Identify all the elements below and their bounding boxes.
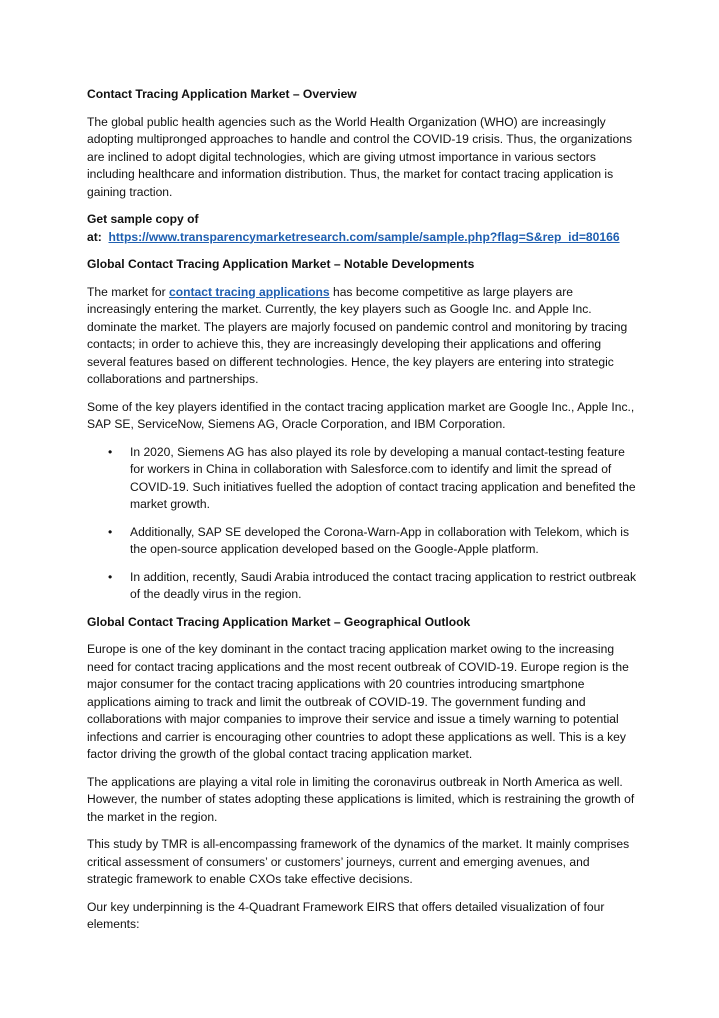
developments-p1-before: The market for: [87, 284, 169, 299]
developments-p1-after: has become competitive as large players are increasingly entering the market. Currently, the key players such as Google Inc. and Apple Inc. dominate the market. The players are majorly focused on pandemic control and monitoring by tracing contacts; in order to achieve this, they are increasingly developing their applications and offering several features based on different technologies. Hence, the key players are entering into strategic collaborations and partnerships.: [87, 284, 628, 386]
developments-paragraph-2: Some of the key players identified in the contact tracing application market are Google Inc., Apple Inc., SAP SE, ServiceNow, Siemens AG, Oracle Corporation, and IBM Corporation.: [87, 399, 635, 431]
sample-copy-link[interactable]: https://www.transparencymarketresearch.com/sample/sample.php?flag=S&rep_id=80166: [108, 229, 620, 244]
sample-copy-label: [87, 211, 637, 246]
bullet-text: In addition, recently, Saudi Arabia introduced the contact tracing application to restrict outbreak of the deadly virus in the region.: [130, 569, 636, 601]
bullet-text: Additionally, SAP SE developed the Corona-Warn-App in collaboration with Telekom, which is the open-source application developed based on the Google-Apple platform.: [130, 524, 630, 556]
bullet-icon: •: [108, 524, 113, 539]
geography-heading: Global Contact Tracing Application Market – Geographical Outlook: [87, 614, 471, 629]
geography-paragraph-1: Europe is one of the key dominant in the contact tracing application market owing to the increasing need for contact tracing applications and the most recent outbreak of COVID-19. Europe region is the major consumer for the contact tracing applications with 20 countries introducing smartphone applications aiming to track and limit the outbreak of COVID-19. The government funding and collaborations with major companies to improve their service and issue a timely warning to potential infections and carrier is encouraging other countries to adopt these applications as well. This is a key factor driving the growth of the global contact tracing application market.: [87, 642, 629, 761]
geography-paragraph-2: The applications are playing a vital role in limiting the coronavirus outbreak in North America as well. However, the number of states adopting these applications is limited, which is restraining the growth of the market in the region.: [87, 774, 635, 824]
document-content: [87, 86, 637, 934]
developments-heading: Global Contact Tracing Application Market – Notable Developments: [87, 257, 475, 271]
overview-paragraph: The global public health agencies such as the World Health Organization (WHO) are increasingly adopting multipronged approaches to handle and control the COVID-19 crisis. Thus, the organizations are inclined to adopt digital technologies, which are giving utmost importance in various sectors including healthcare and information distribution. Thus, the market for contact tracing application is gaining traction.: [87, 114, 632, 199]
bullet-icon: •: [108, 569, 113, 584]
bullet-text: In 2020, Siemens AG has also played its role by developing a manual contact-testing feature for workers in China in collaboration with Salesforce.com to identify and limit the spread of COVID-19. Such initiatives fuelled the adoption of contact tracing application and benefited the market growth.: [130, 444, 636, 511]
developments-paragraph-1: [87, 284, 637, 389]
geography-paragraph-3: This study by TMR is all-encompassing framework of the dynamics of the market. It mainly comprises critical assessment of consumers’ or customers’ journeys, current and emerging avenues, and strategic framework to enable CXOs take effective decisions.: [87, 837, 630, 886]
bullet-item: [87, 444, 637, 514]
overview-heading: Contact Tracing Application Market – Overview: [87, 87, 357, 101]
contact-tracing-applications-link[interactable]: contact tracing applications: [169, 284, 330, 299]
sample-copy-label-line2: at:: [87, 229, 102, 244]
bullet-icon: •: [108, 444, 113, 459]
sample-copy-label-line1: Get sample copy of: [87, 212, 199, 226]
developments-bullet-list: [87, 444, 637, 604]
bullet-item: [87, 569, 637, 604]
geography-paragraph-4: Our key underpinning is the 4-Quadrant Framework EIRS that offers detailed visualization of four elements:: [87, 899, 605, 931]
bullet-item: [87, 524, 637, 559]
